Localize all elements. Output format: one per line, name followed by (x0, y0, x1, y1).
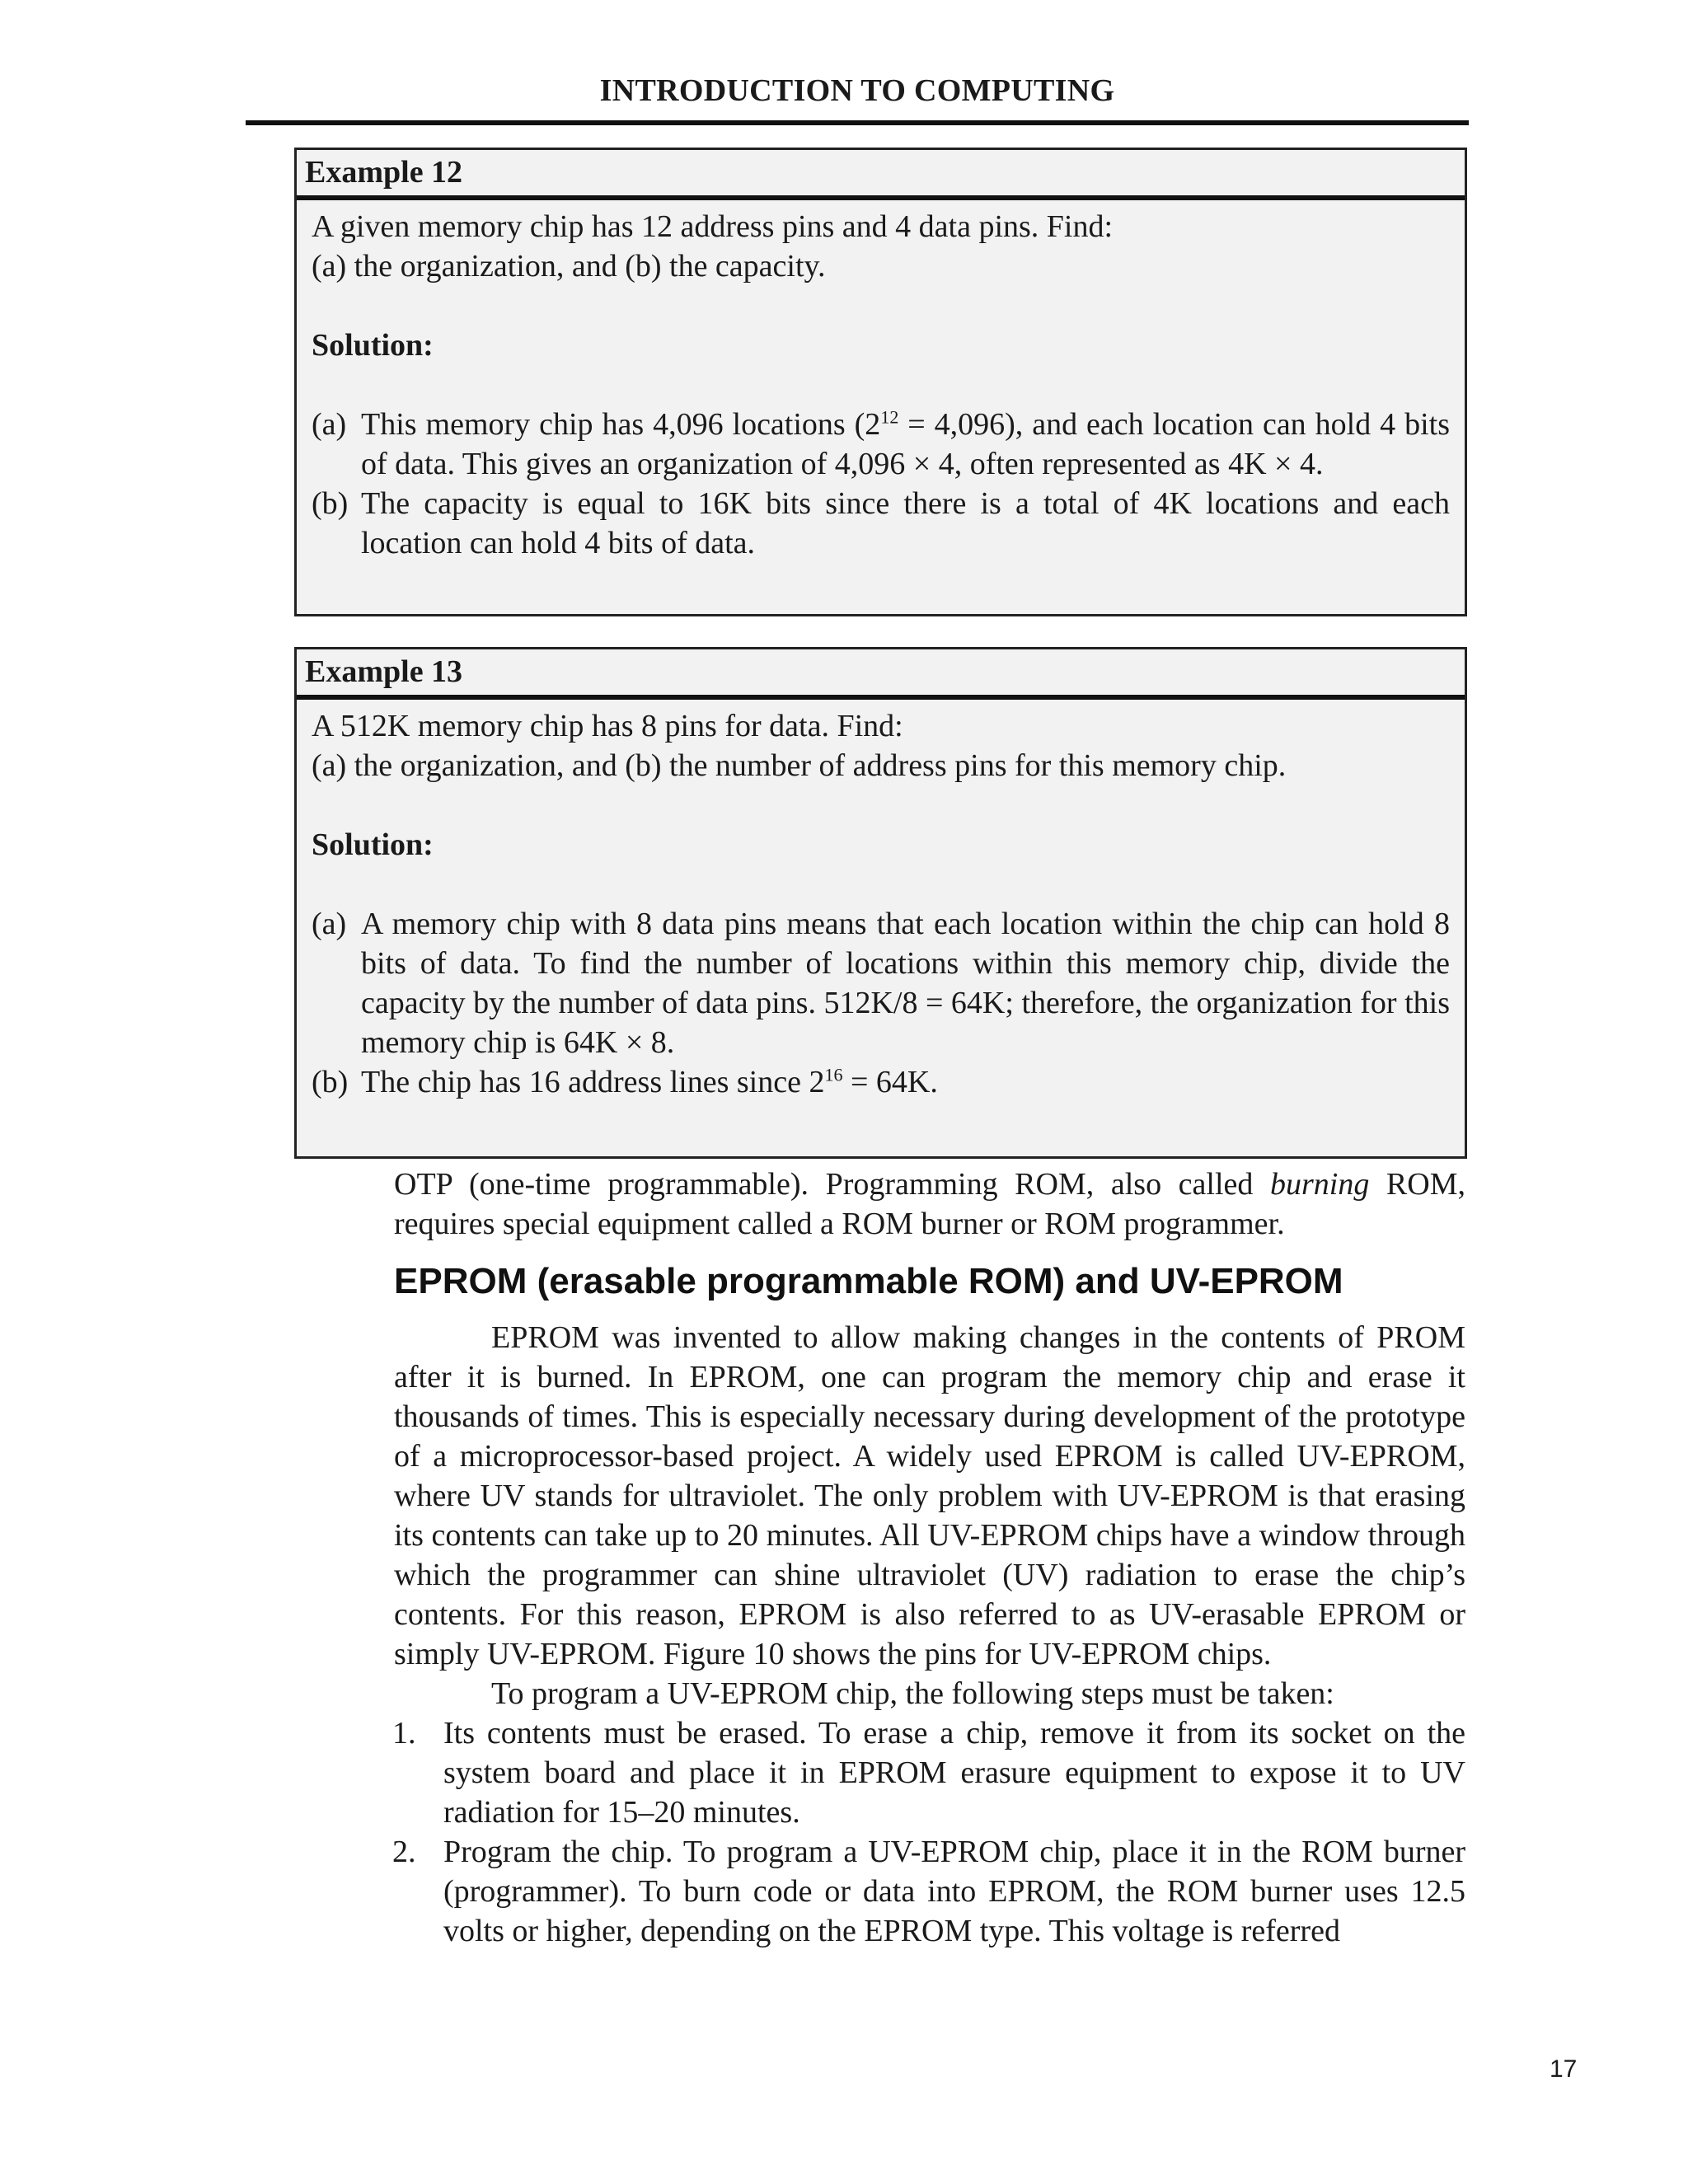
step-number: 1. (392, 1716, 416, 1750)
solution-a-text-1: This memory chip has 4,096 locations (2 (361, 407, 881, 442)
solution-b-text-2: = 64K. (842, 1065, 938, 1099)
example-12-box (294, 148, 1467, 616)
steps-list (392, 1713, 1465, 1951)
page-number: 17 (1550, 2055, 1578, 2083)
body-paragraph-1: EPROM was invented to allow making changes in the contents of PROM after it is burned. In EPROM, one can program the memory chip and erase it thousands of times. This is especially necessary during development of the prototype of a microprocessor-based project. A widely used EPROM is called UV-EPROM, where UV stands for ultraviolet. The only problem with UV-EPROM is that erasing its contents can take up to 20 minutes. All UV-EPROM chips have a window through which the programmer can shine ultraviolet (UV) radiation to erase the chip’s contents. For this reason, EPROM is also referred to as UV-erasable EPROM or simply UV-EPROM. Figure 10 shows the pins for UV-EPROM chips. (394, 1320, 1465, 1671)
example-13-question-line2: (a) the organization, and (b) the number of address pins for this memory chip. (312, 748, 1287, 783)
otp-text-1: OTP (one-time programmable). Programming ROM, also called (394, 1167, 1270, 1202)
example-13-solution-list (312, 904, 1450, 1102)
solution-b-text-1: The chip has 16 address lines since 2 (361, 1065, 825, 1099)
example-13-solution-label: Solution: (312, 827, 434, 862)
otp-text-2: ROM, requires special equipment called a ROM burner or ROM programmer. (394, 1167, 1465, 1241)
step-text: Its contents must be erased. To erase a chip, remove it from its socket on the system board and place it in EPROM erasure equipment to expose it to UV radiation for 15–20 minutes. (443, 1716, 1465, 1830)
header-rule (246, 120, 1469, 125)
example-13-solution-b (312, 1062, 1450, 1102)
example-12-solution-label: Solution: (312, 328, 434, 363)
main-body (394, 1165, 1465, 1951)
solution-a-text-2: = 4,096), and each location can hold 4 bits of data. This gives an organization of 4,096 × 4, often represented as 4K × 4. (361, 407, 1450, 481)
section-heading: EPROM (erasable programmable ROM) and UV-EPROM (394, 1261, 1343, 1301)
example-12-solution-b (312, 484, 1450, 563)
example-13-box (294, 647, 1467, 1159)
example-12-question-line2: (a) the organization, and (b) the capacity. (312, 249, 826, 284)
solution-marker: (b) (312, 1065, 349, 1099)
solution-b-exponent: 16 (824, 1064, 843, 1085)
step-text: Program the chip. To program a UV-EPROM chip, place it in the ROM burner (programmer). To burn code or data into EPROM, the ROM burner uses 12.5 volts or higher, depending on the EPROM type. This voltage is referred (443, 1835, 1465, 1948)
solution-b-text: The capacity is equal to 16K bits since there is a total of 4K locations and each location can hold 4 bits of data. (361, 486, 1450, 560)
example-13-solution-a (312, 904, 1450, 1062)
example-13-body (297, 700, 1465, 1102)
body-paragraph-2: To program a UV-EPROM chip, the following steps must be taken: (491, 1676, 1334, 1711)
example-12-solution-list (312, 405, 1450, 563)
example-12-body (297, 200, 1465, 563)
example-13-title: Example 13 (297, 649, 1465, 700)
running-title: INTRODUCTION TO COMPUTING (599, 73, 1115, 108)
step-item (392, 1832, 1465, 1951)
solution-a-exponent: 12 (880, 406, 899, 428)
otp-paragraph (394, 1165, 1465, 1244)
solution-a-text: A memory chip with 8 data pins means that each location within the chip can hold 8 bits of data. To find the number of locations within this memory chip, divide the capacity by the number of data pins. 512K/8 = 64K; therefore, the organization for this memory chip is 64K × 8. (361, 907, 1450, 1060)
example-12-question-line1: A given memory chip has 12 address pins and 4 data pins. Find: (312, 209, 1114, 244)
example-12-title: Example 12 (297, 150, 1465, 200)
example-12-solution-a (312, 405, 1450, 484)
solution-marker: (a) (312, 907, 347, 941)
otp-italic: burning (1269, 1167, 1370, 1202)
step-item (392, 1713, 1465, 1832)
solution-marker: (a) (312, 407, 347, 442)
step-number: 2. (392, 1835, 416, 1869)
solution-marker: (b) (312, 486, 349, 521)
example-13-question-line1: A 512K memory chip has 8 pins for data. Find: (312, 709, 903, 743)
